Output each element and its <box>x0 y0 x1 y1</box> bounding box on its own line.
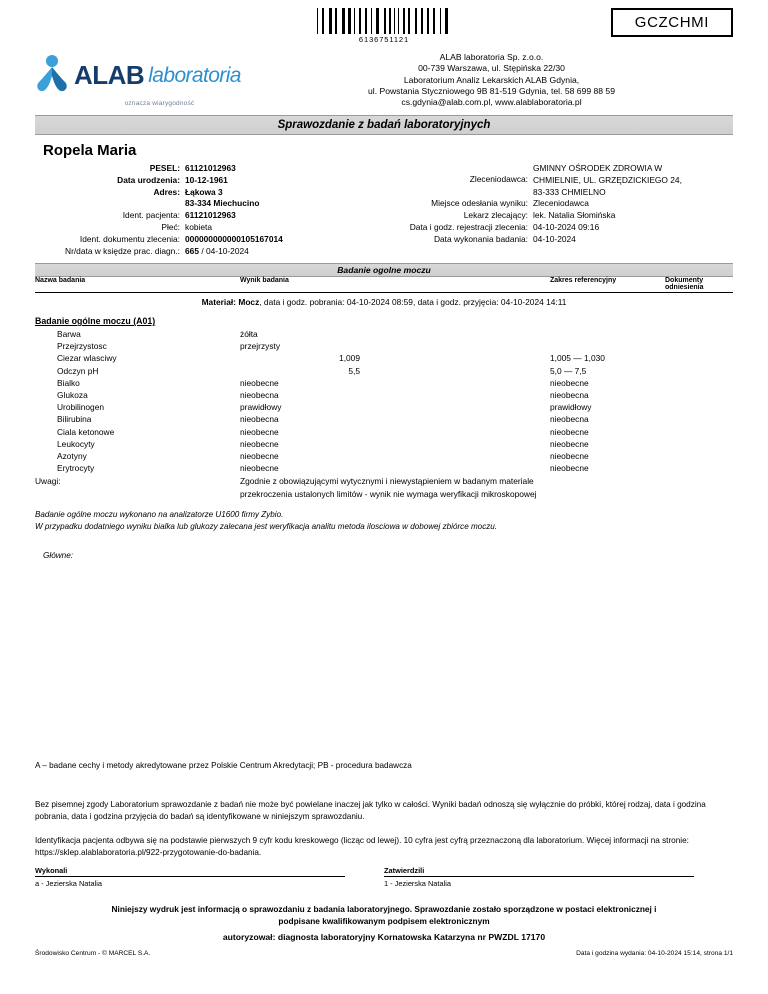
company-line-4: ul. Powstania Styczniowego 9B 81-519 Gdynia, tel. 58 699 88 59 <box>368 86 615 97</box>
result-row <box>35 389 733 401</box>
footer-issue-info: Data i godzina wydania: 04-10-2024 15:14, strona 1/1 <box>576 950 733 957</box>
result-reference-range: 1,005 — 1,030 <box>550 353 605 364</box>
performed-by-label: Wykonali <box>35 866 345 877</box>
field-book-number-label: Nr/data w księdze prac. diagn.: <box>65 246 180 257</box>
field-sex <box>35 222 384 234</box>
logo-word-laboratoria: laboratoria <box>148 63 241 87</box>
performed-by <box>35 866 384 888</box>
result-parameter-name: Bialko <box>57 377 80 388</box>
performed-by-value: a - Jezierska Natalia <box>35 879 102 888</box>
result-reference-range <box>550 340 665 352</box>
analyzer-notes <box>35 509 733 533</box>
result-spacer <box>360 365 550 377</box>
page-title: Sprawozdanie z badań laboratoryjnych <box>35 115 733 135</box>
company-line-2: 00-739 Warszawa, ul. Stępińska 22/30 <box>418 63 565 74</box>
company-line-3: Laboratorium Analiz Lekarskich ALAB Gdynia, <box>403 74 580 85</box>
field-birthdate-value: 10-12-1961 <box>185 174 228 185</box>
copy-restriction-note: Bez pisemnej zgody Laboratorium sprawozdanie z badań nie może być powielane inaczej jak tylko w całości. Wyniki badań odnoszą się wyłącznie do próbki, której rodzaj, data i godzina pobrania, data i godzina przyjęcia do badań są identyfikowane w niniejszym sprawozdaniu. <box>35 799 706 821</box>
column-header-result: Wynik badania <box>240 277 289 285</box>
result-rows-container <box>35 328 733 474</box>
result-value: nieobecna <box>240 390 279 401</box>
field-execution-date-value: 04-10-2024 <box>533 234 576 245</box>
approved-by-value: 1 - Jezierska Natalia <box>384 879 451 888</box>
field-execution-date-label: Data wykonania badania: <box>433 234 528 245</box>
field-registration-date <box>388 222 733 234</box>
certification-author: autoryzował: diagnosta laboratoryjny Kornatowska Katarzyna nr PWZDL 17170 <box>222 931 546 942</box>
analyzer-note-2: W przypadku dodatniego wyniku bialka lub glukozy zalecana jest weryfikacja analitu metoda ilosciowa w dobowej zbiórce moczu. <box>35 521 498 531</box>
field-address-value <box>185 187 375 211</box>
patient-name: Ropela Maria <box>43 141 137 159</box>
field-doctor <box>388 210 733 222</box>
field-doctor-value: lek. Natalia Słomińska <box>533 210 616 221</box>
result-reference-range: nieobecne <box>550 450 589 461</box>
logo-word-alab: ALAB <box>74 60 145 90</box>
order-info-column <box>384 163 733 258</box>
alab-logo-mark <box>35 54 69 96</box>
company-address <box>250 48 733 109</box>
book-date: / 04-10-2024 <box>201 246 249 257</box>
patient-identification-note: Identyfikacja pacjenta odbywa się na podstawie pierwszych 9 cyfr kodu kreskowego (licząc od lewej). 10 cyfra jest cyfrą przeznaczoną dla laboratorium. Więcej informacji na stronie: https://sklep.alablaboratoria.pl/922-przygotowanie-do-badania. <box>35 835 689 857</box>
result-row <box>35 450 733 462</box>
accreditation-note: A – badane cechy i metody akredytowane przez Polskie Centrum Akredytacji; PB - procedura badawcza <box>35 761 412 770</box>
remarks-row <box>35 475 733 499</box>
results-block <box>35 316 733 560</box>
analyzer-note-1: Badanie ogólne moczu wykonano na analizatorze U1600 firmy Zybio. <box>35 509 284 519</box>
result-reference-range: nieobecne <box>550 463 589 474</box>
result-row <box>35 438 733 450</box>
result-value: żółta <box>240 329 258 340</box>
top-strip <box>35 0 733 46</box>
material-details: , data i godz. pobrania: 04-10-2024 08:59, data i godz. przyjęcia: 04-10-2024 14:11 <box>259 297 567 308</box>
result-row <box>35 377 733 389</box>
field-document-ident-label: Ident. dokumentu zlecenia: <box>79 234 180 245</box>
field-book-number <box>35 246 384 258</box>
approved-by-label: Zatwierdzili <box>384 866 694 877</box>
certification-block <box>35 903 733 942</box>
field-pesel-label: PESEL: <box>149 162 180 173</box>
result-row <box>35 328 733 340</box>
result-parameter-name: Azotyny <box>57 450 87 461</box>
field-sex-label: Płeć: <box>161 222 180 233</box>
result-parameter-name: Ciezar wlasciwy <box>57 353 117 364</box>
certification-line-2: podpisane kwalifikowanym podpisem elektronicznym <box>278 916 490 927</box>
material-label: Materiał: <box>201 297 237 308</box>
result-row <box>35 413 733 425</box>
result-spacer <box>360 352 550 364</box>
patient-info-column <box>35 163 384 258</box>
result-reference-range: nieobecna <box>550 390 589 401</box>
main-section-label: Główne: <box>43 551 74 560</box>
field-patient-ident <box>35 210 384 222</box>
result-value: prawidłowy <box>240 402 282 413</box>
field-client-label <box>388 163 533 199</box>
company-line-5: cs.gdynia@alab.com.pl, www.alablaboratoria.pl <box>401 97 582 108</box>
client-code-stamp: GCZCHMI <box>611 8 733 37</box>
result-value: przejrzysty <box>240 341 281 352</box>
field-patient-ident-label: Ident. pacjenta: <box>122 210 180 221</box>
footer-vendor: Środowisko Centrum - © MARCEL S.A. <box>35 950 151 957</box>
section-band-title: Badanie ogolne moczu <box>35 263 733 277</box>
book-number: 665 <box>185 246 199 257</box>
report-header <box>35 48 733 109</box>
result-row <box>35 365 733 377</box>
field-birthdate <box>35 175 384 187</box>
result-parameter-name: Odczyn pH <box>57 365 99 376</box>
column-header-reference: Zakres referencyjny <box>550 277 617 285</box>
result-row <box>35 426 733 438</box>
field-address <box>35 187 384 211</box>
result-reference-range: nieobecne <box>550 377 589 388</box>
patient-order-info <box>35 163 733 258</box>
field-pesel <box>35 163 384 175</box>
client-line-2: CHMIELNIE, UL. GRZĘDZICKIEGO 24, <box>533 174 682 185</box>
test-group-title: Badanie ogólne moczu (A01) <box>35 316 156 327</box>
address-street: Łąkowa 3 <box>185 186 223 197</box>
result-value: nieobecne <box>240 438 279 449</box>
result-parameter-name: Urobilinogen <box>57 402 105 413</box>
address-city: 83-334 Miechucino <box>185 198 260 209</box>
field-result-destination <box>388 198 733 210</box>
column-header-name: Nazwa badania <box>35 277 86 285</box>
legal-block <box>35 760 733 870</box>
result-row <box>35 462 733 474</box>
result-row <box>35 340 733 352</box>
signatures-block <box>35 866 733 888</box>
result-parameter-name: Bilirubina <box>57 414 92 425</box>
field-document-ident-value: 000000000000105167014 <box>185 234 283 245</box>
result-value: 5,5 <box>348 365 360 376</box>
remarks-text: Zgodnie z obowiązującymi wytycznymi i niewystąpieniem w badanym materiale przekroczenia ustalonych limitów - wynik nie wymaga weryfikacji mikroskopowej <box>240 476 537 499</box>
column-header-documents: Dokumenty odniesienia <box>665 277 704 292</box>
material-value: Mocz <box>238 297 260 308</box>
approved-by <box>384 866 733 888</box>
field-document-ident <box>35 234 384 246</box>
logo-tagline: oznacza wiarygodność <box>124 100 195 107</box>
company-line-1: ALAB laboratoria Sp. z.o.o. <box>439 52 544 62</box>
field-birthdate-label: Data urodzenia: <box>117 174 180 185</box>
client-line-3: 83-333 CHMIELNO <box>533 186 606 197</box>
result-reference-range: nieobecna <box>550 414 589 425</box>
alab-logo <box>35 48 250 107</box>
field-result-destination-value: Zleceniodawca <box>533 198 589 209</box>
field-registration-date-value: 04-10-2024 09:16 <box>533 222 600 233</box>
material-line <box>35 297 733 307</box>
result-row <box>35 401 733 413</box>
field-patient-ident-value: 61121012963 <box>185 210 236 221</box>
result-reference-range: nieobecne <box>550 426 589 437</box>
field-address-label: Adres: <box>153 186 180 197</box>
field-sex-value: kobieta <box>185 222 213 233</box>
certification-line-1: Niniejszy wydruk jest informacją o sprawozdaniu z badania laboratoryjnego. Sprawozdanie zostało sporządzone w postaci elektronicznej i <box>111 904 657 914</box>
field-client <box>388 163 733 199</box>
barcode-block <box>317 8 451 44</box>
result-parameter-name: Przejrzystosc <box>57 341 107 352</box>
result-reference-range <box>550 328 665 340</box>
barcode-number: 6136751121 <box>358 35 410 44</box>
result-parameter-name: Leukocyty <box>57 438 95 449</box>
field-result-destination-label: Miejsce odesłania wyniku: <box>431 198 528 209</box>
result-row <box>35 352 733 364</box>
result-parameter-name: Barwa <box>57 329 81 340</box>
field-execution-date <box>388 234 733 246</box>
field-doctor-label: Lekarz zlecający: <box>463 210 528 221</box>
result-parameter-name: Erytrocyty <box>57 463 95 474</box>
result-value: nieobecne <box>240 377 279 388</box>
field-registration-date-label: Data i godz. rejestracji zlecenia: <box>409 222 528 233</box>
result-value: nieobecna <box>240 414 279 425</box>
barcode-image <box>317 8 451 34</box>
field-book-number-value <box>185 246 375 258</box>
field-client-label-text: Zleceniodawca: <box>469 173 528 184</box>
result-parameter-name: Glukoza <box>57 390 88 401</box>
result-value: nieobecne <box>240 426 279 437</box>
remarks-label: Uwagi: <box>35 476 61 487</box>
result-value: nieobecne <box>240 463 279 474</box>
field-pesel-value: 61121012963 <box>185 162 236 173</box>
result-parameter-name: Ciala ketonowe <box>57 426 115 437</box>
field-client-value <box>533 163 733 199</box>
result-reference-range: prawidłowy <box>550 402 592 413</box>
result-reference-range: nieobecne <box>550 438 589 449</box>
page-footer <box>35 950 733 957</box>
result-value: nieobecne <box>240 450 279 461</box>
result-value: 1,009 <box>339 353 360 364</box>
results-column-headers <box>35 277 733 293</box>
client-line-1: GMINNY OŚRODEK ZDROWIA W <box>533 162 663 173</box>
result-reference-range: 5,0 — 7,5 <box>550 365 587 376</box>
